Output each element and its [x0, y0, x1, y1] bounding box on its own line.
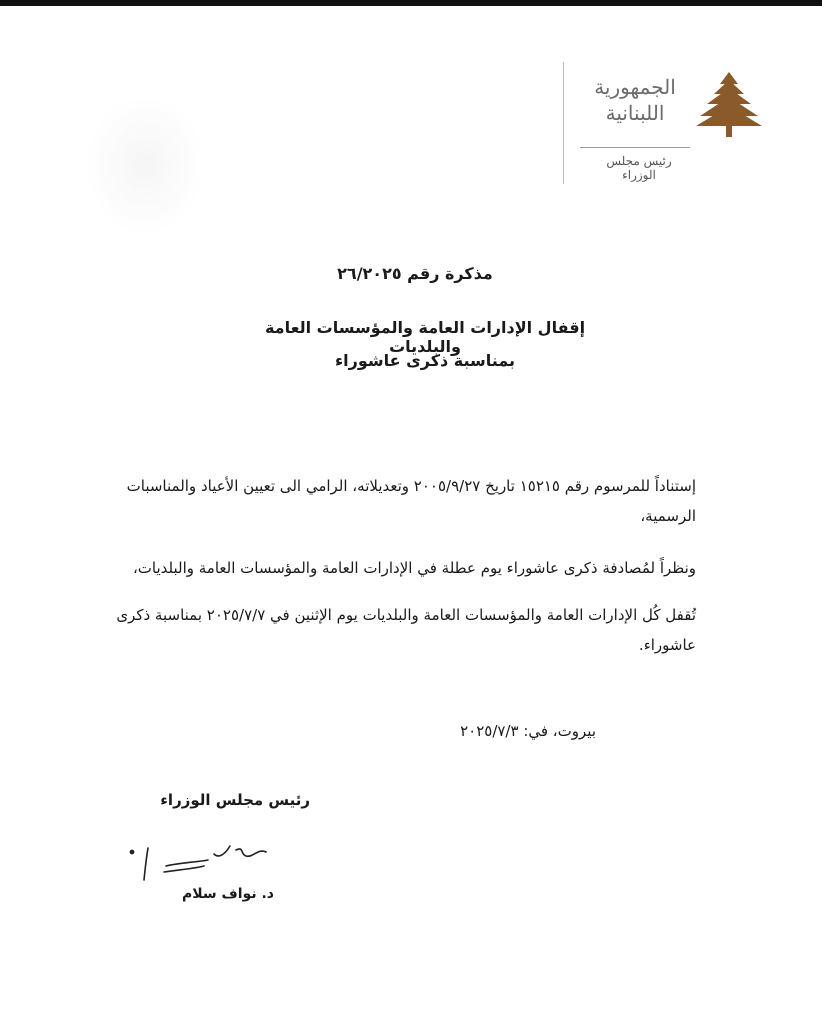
- top-edge: [0, 0, 822, 6]
- paragraph-coincidence: ونظراً لمُصادفة ذكرى عاشوراء يوم عطلة في الإدارات العامة والمؤسسات العامة والبلديات،: [132, 559, 696, 577]
- paragraph-closure-decision: تُقفل كُل الإدارات العامة والمؤسسات العامة والبلديات يوم الإثنين في ٢٠٢٥/٧/٧ بمناسبة ذكرى عاشوراء.: [116, 606, 696, 654]
- handwritten-signature: [118, 838, 278, 893]
- memo-number: مذكرة رقم ٢٦/٢٠٢٥: [337, 264, 493, 283]
- memo-subject-line-1: إقفال الإدارات العامة والمؤسسات العامة والبلديات: [264, 318, 586, 356]
- letterhead-rule: [580, 147, 690, 148]
- faint-stamp-mark: [85, 95, 205, 235]
- signer-title: رئيس مجلس الوزراء: [160, 791, 310, 809]
- cedar-tree-icon: [694, 70, 764, 138]
- signer-name: د. نواف سلام: [181, 886, 274, 902]
- paragraph-decree-reference: إستناداً للمرسوم رقم ١٥٢١٥ تاريخ ٢٠٠٥/٩/٢٧ وتعديلاته، الرامي الى تعيين الأعياد والمناسبات الرسمية،: [126, 477, 696, 525]
- office-name: رئيس مجلس الوزراء: [606, 154, 672, 182]
- state-name: الجمهورية اللبنانية: [594, 75, 676, 125]
- memo-subject-line-2: بمناسبة ذكرى عاشوراء: [334, 351, 516, 370]
- letterhead-divider: [563, 62, 564, 184]
- place-date: بيروت، في: ٢٠٢٥/٧/٣: [460, 722, 596, 740]
